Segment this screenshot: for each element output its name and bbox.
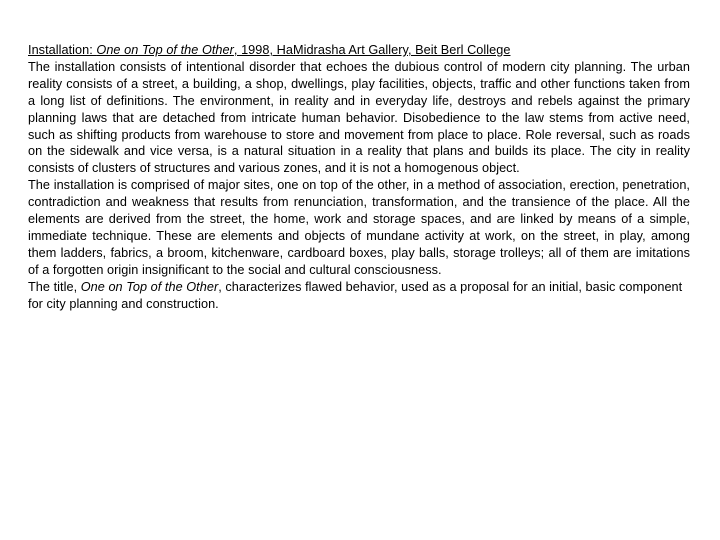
- title-note-prefix: The title,: [28, 279, 81, 294]
- paragraph-intro: The installation consists of intentional disorder that echoes the dubious control of modern city planning. The urban reality consists of a street, a building, a shop, dwellings, play facilities, objects, traffic and other functions taken from a long list of definitions. The environment, in reality and in everyday life, destroys and rebels against the primary planning laws that are detached from intricate human behavior. Disobedience to the law stems from active need, such as shifting products from warehouse to store and movement from place to place. Role reversal, such as roads on the sidewalk and vice versa, is a natural situation in a reality that plans and builds its place. The city in reality consists of clusters of structures and various zones, and it is not a homogenous object.: [28, 59, 690, 176]
- paragraph-title-note: [28, 279, 690, 313]
- page-heading: [28, 42, 690, 59]
- title-note-title: One on Top of the Other: [80, 279, 219, 294]
- paragraph-installation: The installation is comprised of major sites, one on top of the other, in a method of association, erection, penetration, contradiction and weakness that results from renunciation, transformation, and the transience of the place. All the elements are derived from the street, the home, work and storage spaces, and are linked by means of a simple, immediate technique. These are elements and objects of mundane activity at work, on the street, in play, among them ladders, fabrics, a broom, kitchenware, cardboard boxes, play balls, storage trolleys; all of them are imitations of a forgotten origin insignificant to the social and cultural consciousness.: [28, 178, 690, 277]
- document-body: [28, 42, 690, 313]
- heading-suffix: , 1998, HaMidrasha Art Gallery, Beit Berl College: [233, 43, 511, 57]
- heading-title: One on Top of the Other: [96, 43, 234, 57]
- title-note-suffix: , characterizes flawed behavior, used as a proposal for an initial, basic component for city planning and construction.: [28, 279, 683, 311]
- heading-prefix: Installation:: [28, 43, 97, 57]
